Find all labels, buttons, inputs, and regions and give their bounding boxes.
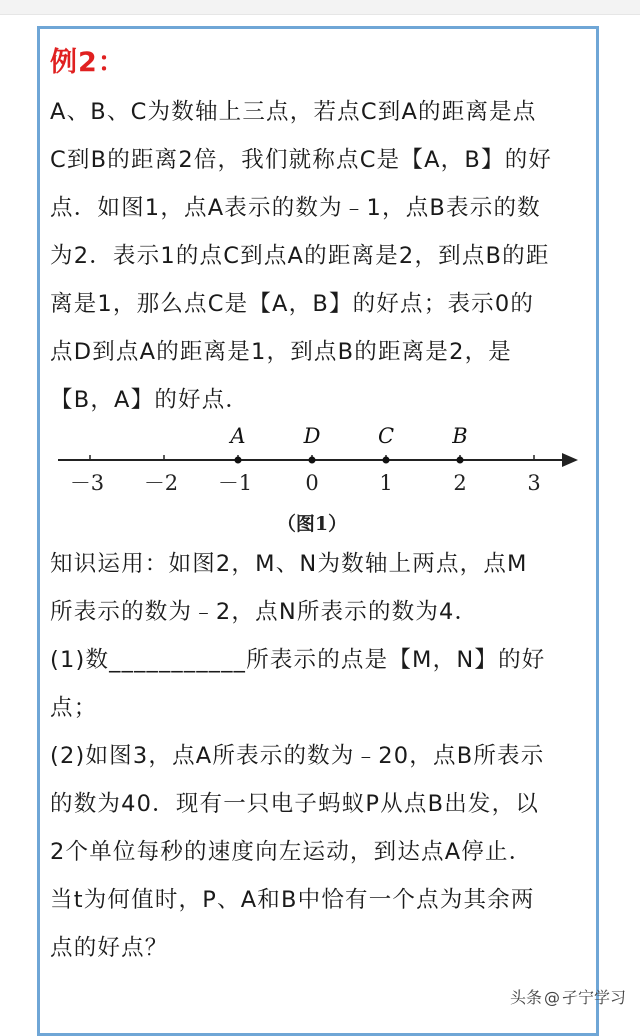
tick-label: －3 — [69, 471, 105, 495]
intro-paragraph — [50, 88, 595, 424]
intro-line: C到B的距离2倍，我们就称点C是【A，B】的好 — [50, 147, 553, 173]
point-dot-c — [383, 457, 390, 464]
tick-label: 1 — [379, 471, 393, 495]
tick-label: －2 — [143, 471, 179, 495]
figure-caption: （图1） — [276, 513, 348, 535]
watermark-source: 头条 — [509, 988, 542, 1007]
watermark-account: 孑宁学习 — [561, 988, 626, 1007]
application-line: 知识运用：如图2，M、N为数轴上两点，点M — [50, 551, 528, 577]
question-1-line: (1)数___________所表示的点是【M，N】的好 — [50, 647, 546, 673]
number-line-figure — [50, 420, 590, 540]
question-2-line: 的数为40．现有一只电子蚂蚁P从点B出发，以 — [50, 791, 540, 817]
watermark-at: @ — [543, 988, 560, 1007]
application-paragraph — [50, 540, 595, 636]
application-line: 所表示的数为﹣2，点N所表示的数为4． — [50, 599, 479, 625]
example-heading: 例2： — [50, 47, 126, 78]
question-1 — [50, 636, 595, 732]
point-label-c: C — [377, 424, 395, 448]
intro-line: 【B，A】的好点． — [50, 387, 250, 413]
intro-line: 点D到点A的距离是1，到点B的距离是2，是 — [50, 339, 512, 365]
point-dot-a — [235, 457, 242, 464]
watermark — [510, 985, 626, 1008]
point-dot-d — [309, 457, 316, 464]
tick-label: 2 — [453, 471, 467, 495]
tick-label: 3 — [527, 471, 541, 495]
intro-line: 离是1，那么点C是【A，B】的好点；表示0的 — [50, 291, 535, 317]
number-line-svg — [50, 420, 590, 540]
question-2-line: 2个单位每秒的速度向左运动，到达点A停止． — [50, 839, 533, 865]
tick-label: 0 — [305, 471, 319, 495]
intro-line: 点．如图1，点A表示的数为﹣1，点B表示的数 — [50, 195, 541, 221]
point-group — [228, 424, 467, 464]
axis-arrow-icon — [562, 453, 578, 467]
intro-line: A、B、C为数轴上三点，若点C到A的距离是点 — [50, 99, 537, 125]
intro-line: 为2．表示1的点C到点A的距离是2，到点B的距 — [50, 243, 550, 269]
top-strip — [0, 0, 640, 15]
question-2 — [50, 732, 595, 972]
point-label-b: B — [452, 424, 468, 448]
question-2-line: 当t为何值时，P、A和B中恰有一个点为其余两 — [50, 887, 535, 913]
point-label-a: A — [230, 424, 246, 448]
point-dot-b — [457, 457, 464, 464]
question-1-line: 点； — [50, 695, 98, 721]
tick-label: －1 — [217, 471, 253, 495]
point-label-d: D — [303, 424, 321, 448]
question-2-line: 点的好点？ — [50, 935, 169, 961]
question-2-line: (2)如图3，点A所表示的数为﹣20，点B所表示 — [50, 743, 545, 769]
